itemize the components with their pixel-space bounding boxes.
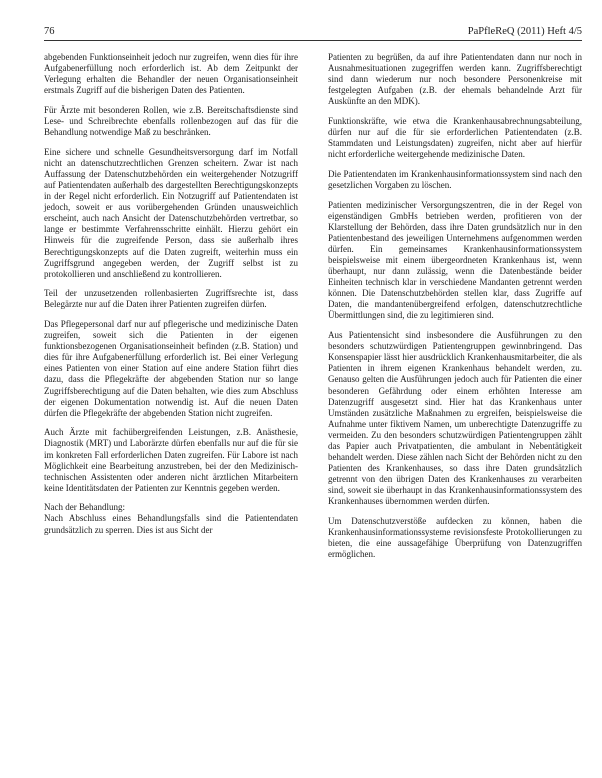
paragraph: Aus Patientensicht sind insbesondere die Ausführungen zu den besonders schutzwürdigen Patientengruppen gewinnbringend. Das Konsenspapier lässt hier ausdrücklich Krankenhausmitarbeiter, die als Patienten in ihrem eigenen Krankenhaus behandelt werden, zu. Genauso gelten die Ausführungen jedoch auch für Patienten die einer besonderen Gefährdung oder einem erhöhten Interesse am Datenzugriff ausgesetzt sind. Hier hat das Krankenhaus unter Umständen zusätzliche Maßnahmen zu ergreifen, beispielsweise die Aufnahme unter fiktivem Namen, um unberechtigte Datenzugriffe zu vermeiden. Zu den besonders schutzwürdigen Patientengruppen zählt das Papier auch Privatpatienten, die ambulant in Nebentätigkeit behandelt werden. Diese zählen nach Sicht der Behörden nicht zu den Patienten des Krankenhauses, so dass ihre Daten grundsätzlich getrennt von den übrigen Daten des Krankenhauses zu verarbeiten sind, soweit sie überhaupt in das Krankenhausinformationssystem des Krankenhauses übernommen werden dürfen. bbox=[328, 330, 582, 507]
journal-citation: PaPfleReQ (2011) Heft 4/5 bbox=[467, 26, 582, 37]
paragraph: Nach Abschluss eines Behandlungsfalls sind die Patientendaten grundsätzlich zu sperren. Dies ist aus Sicht der bbox=[44, 513, 298, 535]
page-number: 76 bbox=[44, 26, 55, 37]
page-header bbox=[44, 26, 582, 41]
paragraph: Teil der unzusetzenden rollenbasierten Zugriffsrechte ist, dass Belegärzte nur auf die Daten ihrer Patienten zugreifen dürfen. bbox=[44, 288, 298, 310]
paragraph: Auch Ärzte mit fachübergreifenden Leistungen, z.B. Anästhesie, Diagnostik (MRT) und Laborärzte dürfen ebenfalls nur auf die für sie im konkreten Fall erforderlichen Daten zugreifen. Für Labore ist nach Möglichkeit eine Bearbeitung anzustreben, bei der den Medizinisch-technischen Assistenten oder anderen nicht ärztlichen Mitarbeitern keine Identitätsdaten der Patienten zur Kenntnis gegeben werden. bbox=[44, 427, 298, 493]
paragraph: Funktionskräfte, wie etwa die Krankenhausabrechnungsabteilung, dürfen nur auf die für sie erforderlichen Patientendaten (z.B. Stammdaten und Leistungsdaten) zugreifen, nicht aber auf hierfür nicht erforderliche weitergehende medizinische Daten. bbox=[328, 115, 582, 160]
left-column bbox=[44, 52, 298, 560]
right-column bbox=[328, 52, 582, 560]
paragraph: Das Pflegepersonal darf nur auf pflegerische und medizinische Daten zugreifen, soweit sich die Patienten in der eigenen funktionsbezogenen Organisationseinheit befinden (z.B. Station) und dies für ihre Aufgabenerfüllung erforderlich ist. Bei einer Verlegung eines Patienten von einer Station auf eine andere Station führt dies dazu, dass die Pflegekräfte der abgebenden Station nur so lange Zugriffsberechtigung auf die Daten behalten, wie dies zum Abschluss der eigenen Dokumentation notwendig ist. Auf die neuen Daten dürfen die Pflegekräfte der abgebenden Station nicht zugreifen. bbox=[44, 318, 298, 418]
paragraph: Patienten zu begrüßen, da auf ihre Patientendaten dann nur noch in Ausnahmesituationen zugegriffen werden kann. Zugriffsberechtigt sind dann wiederum nur noch besondere Personenkreise mit festgelegten Aufgaben (z.B. der ehemals behandelnde Arzt für Auskünfte an den MDK). bbox=[328, 52, 582, 107]
paragraph: Die Patientendaten im Krankenhausinformationssystem sind nach den gesetzlichen Vorgaben zu löschen. bbox=[328, 168, 582, 190]
section-label: Nach der Behandlung: bbox=[44, 502, 125, 513]
paragraph: abgebenden Funktionseinheit jedoch nur zugreifen, wenn dies für ihre Aufgabenerfüllung noch erforderlich ist. Ab dem Zeitpunkt der Verlegung erhalten die Behandler der neuen Organisationseinheit erstmals Zugriff auf die bisherigen Daten des Patienten. bbox=[44, 52, 298, 96]
paragraph: Für Ärzte mit besonderen Rollen, wie z.B. Bereitschaftsdienste sind Lese- und Schreibrechte ebenfalls rollenbezogen auf das für die Behandlung notwendige Maß zu beschränken. bbox=[44, 104, 298, 138]
text-columns bbox=[44, 52, 582, 560]
paragraph: Um Datenschutzverstöße aufdecken zu können, haben die Krankenhausinformationssysteme revisionsfeste Protokollierungen zu bieten, die eine aussagefähige Überprüfung von Datenzugriffen ermöglichen. bbox=[328, 516, 582, 560]
paragraph: Patienten medizinischer Versorgungszentren, die in der Regel von eigenständigen GmbHs betrieben werden, profitieren von der Klarstellung der Behörden, dass ihre Daten grundsätzlich nur in den Patientenbestand des jeweiligen Unternehmens aufgenommen werden dürfen. Ein gemeinsames Krankenhausinformationssystem beispielsweise mit einem übergeordneten Krankenhaus ist, wenn überhaupt, nur dann zulässig, wenn die Datenbestände beider Einheiten technisch klar in verschiedene Mandanten getrennt werden können. Die Datenschutzbehörden stellen klar, dass Zugriffe auf Daten, die mandantenübergreifend erfolgen, datenschutzrechtliche Übermittlungen sind, die zu legitimieren sind. bbox=[328, 199, 582, 321]
paragraph: Eine sichere und schnelle Gesundheitsversorgung darf im Notfall nicht an datenschutzrechtlichen Grenzen scheitern. Zwar ist nach Auffassung der Datenschutzbehörden ein weitergehender Notzugriff auf Patientendaten außerhalb des dargestellten Berechtigungskonzepts in der Regel nicht erforderlich. Ein Notzugriff auf Patientendaten ist jedoch, soweit er aus vorübergehenden Gründen unausweichlich erscheint, auch nach Ansicht der Datenschutzbehörden vertretbar, so lange er bestimmte Verfahrensschritte einhält. Hierzu gehört ein Hinweis für die zugreifende Person, dass sie außerhalb ihres Berechtigungskonzepts auf die Daten zugreift, weiterhin muss ein Zugriffsgrund angegeben werden, der Zugriff selbst ist zu protokollieren und anschließend zu kontrollieren. bbox=[44, 146, 298, 279]
